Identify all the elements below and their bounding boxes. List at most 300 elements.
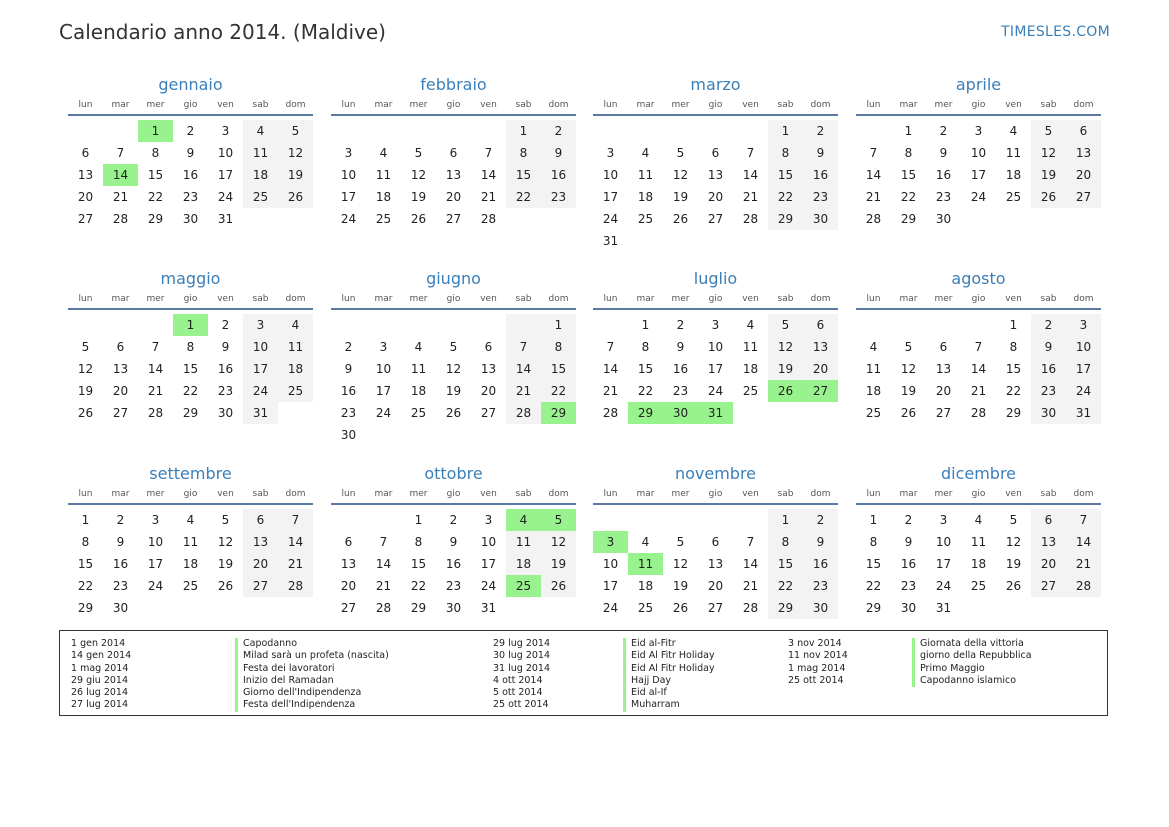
weekday-label: lun [78,294,93,304]
day-cell: 22 [77,579,94,593]
month-name: giugno [426,269,481,288]
day-cell: 13 [1066,142,1101,164]
day-cell: 14 [742,557,759,571]
day-cell: 15 [1005,362,1022,376]
weekday-header [331,96,576,116]
weekday-label: sab [777,489,794,499]
legend-holiday-name: Giornata della vittoria [912,638,1032,650]
day-cell: 23 [445,579,462,593]
empty-cell [593,509,628,531]
day-cell: 27 [340,601,357,615]
weekday-label: mer [146,294,165,304]
day-cell: 28 [865,212,882,226]
day-cell: 7 [974,340,983,354]
day-cell: 19 [1005,557,1022,571]
legend-date: 1 mag 2014 [71,662,129,674]
weekday-label: dom [548,100,569,110]
month-settembre [68,463,313,619]
day-cell: 25 [506,575,541,597]
day-cell: 17 [1066,358,1101,380]
day-cell: 29 [628,402,663,424]
day-grid [68,120,313,230]
day-cell: 12 [768,336,803,358]
legend-holiday-name: Festa dell'Indipendenza [235,699,389,711]
weekday-label: gio [971,489,986,499]
weekday-label: lun [603,294,618,304]
day-cell: 23 [935,190,952,204]
day-cell: 17 [243,358,278,380]
month-name: ottobre [424,464,483,483]
day-cell: 14 [480,168,497,182]
day-cell: 4 [641,146,650,160]
day-cell: 5 [221,513,230,527]
day-cell: 27 [803,380,838,402]
weekday-label: dom [548,294,569,304]
month-name: settembre [149,464,232,483]
day-cell: 4 [414,340,423,354]
day-cell: 21 [147,384,164,398]
day-cell: 11 [506,531,541,553]
day-cell: 17 [707,362,724,376]
empty-cell [698,509,733,531]
day-cell: 29 [77,601,94,615]
day-cell: 14 [602,362,619,376]
weekday-label: mer [934,294,953,304]
month-name: luglio [693,269,738,288]
day-cell: 11 [1005,146,1022,160]
day-cell: 26 [77,406,94,420]
day-cell: 16 [803,164,838,186]
legend-date: 29 giu 2014 [71,674,128,686]
day-cell: 10 [147,535,164,549]
day-cell: 27 [112,406,129,420]
day-cell: 11 [742,340,759,354]
weekday-label: lun [866,100,881,110]
day-cell: 29 [541,402,576,424]
day-cell: 3 [221,124,230,138]
brand-link[interactable]: TIMESLES.COM [1001,24,1110,40]
day-cell: 14 [742,168,759,182]
day-cell: 9 [803,531,838,553]
day-grid [331,509,576,619]
day-cell: 17 [602,579,619,593]
weekday-label: lun [341,294,356,304]
day-cell: 16 [217,362,234,376]
weekday-label: sab [252,489,269,499]
empty-cell [471,120,506,142]
day-cell: 4 [379,146,388,160]
day-cell: 25 [742,384,759,398]
day-cell: 13 [707,557,724,571]
day-cell: 24 [147,579,164,593]
weekday-label: sab [1040,294,1057,304]
day-cell: 1 [414,513,423,527]
day-cell: 2 [116,513,125,527]
day-cell: 6 [81,146,90,160]
day-cell: 7 [484,146,493,160]
month-name: dicembre [940,464,1017,483]
empty-cell [68,120,103,142]
empty-cell [278,402,313,424]
day-cell: 27 [935,406,952,420]
day-cell: 11 [410,362,427,376]
day-cell: 19 [672,579,689,593]
day-cell: 14 [1066,531,1101,553]
day-cell: 3 [974,124,983,138]
day-grid [68,509,313,619]
day-cell: 5 [768,314,803,336]
day-cell: 27 [77,212,94,226]
weekday-label: mar [636,294,655,304]
day-cell: 8 [81,535,90,549]
day-cell: 1 [506,120,541,142]
day-cell: 5 [904,340,913,354]
day-cell: 31 [602,234,619,248]
day-cell: 3 [379,340,388,354]
day-cell: 16 [900,557,917,571]
weekday-label: gio [971,100,986,110]
weekday-header [856,96,1101,116]
day-cell: 16 [1031,358,1066,380]
day-cell: 23 [672,384,689,398]
day-cell: 4 [186,513,195,527]
day-cell: 6 [344,535,353,549]
day-cell: 30 [340,428,357,442]
day-cell: 1 [138,120,173,142]
day-cell: 26 [541,575,576,597]
empty-cell [996,208,1031,230]
day-cell: 16 [672,362,689,376]
legend-holiday-name: Muharram [623,699,715,711]
day-cell: 27 [707,212,724,226]
day-cell: 6 [449,146,458,160]
weekday-label: gio [971,294,986,304]
empty-cell [1031,597,1066,619]
weekday-label: mar [111,294,130,304]
legend-holiday-name: Capodanno [235,638,389,650]
legend-date: 1 mag 2014 [788,662,846,674]
empty-cell [663,509,698,531]
weekday-header [331,485,576,505]
day-cell: 1 [541,314,576,336]
month-giugno [331,268,576,446]
day-cell: 3 [344,146,353,160]
empty-cell [331,509,366,531]
legend-date: 30 lug 2014 [493,650,550,662]
day-cell: 26 [445,406,462,420]
day-cell: 22 [768,186,803,208]
day-cell: 10 [970,146,987,160]
day-cell: 2 [186,124,195,138]
day-cell: 1 [641,318,650,332]
empty-cell [663,230,698,252]
empty-cell [541,208,576,230]
day-grid [331,120,576,230]
day-cell: 28 [112,212,129,226]
day-cell: 28 [1066,575,1101,597]
day-cell: 25 [410,406,427,420]
day-cell: 8 [1009,340,1018,354]
day-cell: 26 [900,406,917,420]
weekday-label: sab [252,294,269,304]
day-cell: 3 [1066,314,1101,336]
day-cell: 24 [375,406,392,420]
day-cell: 12 [1005,535,1022,549]
weekday-label: ven [1005,100,1022,110]
day-cell: 12 [1031,142,1066,164]
weekday-label: dom [810,294,831,304]
day-cell: 7 [116,146,125,160]
empty-cell [803,230,838,252]
day-cell: 2 [449,513,458,527]
day-cell: 12 [900,362,917,376]
day-cell: 26 [278,186,313,208]
legend-holiday-name: Primo Maggio [912,663,1032,675]
empty-cell [243,597,278,619]
legend-date: 27 lug 2014 [71,699,128,711]
day-cell: 10 [480,535,497,549]
legend-names-column [623,638,715,712]
weekday-label: sab [1040,100,1057,110]
empty-cell [243,208,278,230]
weekday-label: sab [777,294,794,304]
empty-cell [593,120,628,142]
day-cell: 3 [606,146,615,160]
day-cell: 13 [445,168,462,182]
day-cell: 9 [939,146,948,160]
day-cell: 11 [375,168,392,182]
day-cell: 8 [414,535,423,549]
day-cell: 17 [970,168,987,182]
day-cell: 20 [707,190,724,204]
month-maggio [68,268,313,424]
empty-cell [663,120,698,142]
empty-cell [698,120,733,142]
day-cell: 13 [112,362,129,376]
legend-date: 3 nov 2014 [788,638,842,649]
day-cell: 3 [593,531,628,553]
day-cell: 23 [217,384,234,398]
day-cell: 27 [1066,186,1101,208]
weekday-label: ven [217,294,234,304]
day-cell: 8 [186,340,195,354]
legend-date: 1 gen 2014 [71,638,126,649]
day-cell: 29 [410,601,427,615]
weekday-label: sab [515,489,532,499]
day-cell: 8 [151,146,160,160]
day-cell: 28 [970,406,987,420]
day-cell: 27 [707,601,724,615]
weekday-label: dom [1073,294,1094,304]
weekday-label: dom [810,100,831,110]
empty-cell [541,424,576,446]
day-cell: 7 [869,146,878,160]
day-cell: 9 [904,535,913,549]
day-cell: 6 [939,340,948,354]
day-cell: 11 [182,535,199,549]
day-grid [331,314,576,446]
empty-cell [628,120,663,142]
weekday-label: mar [374,294,393,304]
day-cell: 20 [1066,164,1101,186]
day-cell: 27 [243,575,278,597]
day-grid [856,509,1101,619]
day-cell: 25 [375,212,392,226]
day-cell: 7 [379,535,388,549]
weekday-label: ven [217,100,234,110]
day-cell: 15 [768,553,803,575]
day-cell: 6 [711,535,720,549]
empty-cell [278,208,313,230]
legend-date: 26 lug 2014 [71,687,128,699]
day-cell: 13 [77,168,94,182]
empty-cell [366,314,401,336]
day-cell: 7 [606,340,615,354]
day-cell: 2 [541,120,576,142]
day-cell: 30 [445,601,462,615]
day-cell: 20 [112,384,129,398]
legend-holiday-name: Inizio del Ramadan [235,675,389,687]
day-cell: 10 [935,535,952,549]
day-cell: 23 [1031,380,1066,402]
weekday-label: lun [603,100,618,110]
empty-cell [541,597,576,619]
day-cell: 18 [970,557,987,571]
day-cell: 15 [147,168,164,182]
day-cell: 9 [803,142,838,164]
day-cell: 8 [768,531,803,553]
empty-cell [401,314,436,336]
day-cell: 5 [449,340,458,354]
legend-date: 11 nov 2014 [788,650,848,662]
day-cell: 11 [628,553,663,575]
day-cell: 19 [77,384,94,398]
weekday-label: dom [285,489,306,499]
day-cell: 6 [803,314,838,336]
day-cell: 5 [81,340,90,354]
day-cell: 24 [243,380,278,402]
day-cell: 19 [445,384,462,398]
weekday-label: lun [78,100,93,110]
day-cell: 18 [506,553,541,575]
day-grid [856,314,1101,424]
day-cell: 16 [112,557,129,571]
day-cell: 1 [768,120,803,142]
day-cell: 21 [742,579,759,593]
day-cell: 10 [375,362,392,376]
day-cell: 20 [935,384,952,398]
day-cell: 4 [746,318,755,332]
month-luglio [593,268,838,424]
day-cell: 2 [803,509,838,531]
weekday-header [856,485,1101,505]
empty-cell [401,120,436,142]
day-cell: 6 [243,509,278,531]
empty-cell [961,208,996,230]
empty-cell [733,230,768,252]
weekday-label: gio [183,294,198,304]
day-cell: 9 [116,535,125,549]
day-cell: 22 [637,384,654,398]
month-name: novembre [674,464,757,483]
weekday-label: sab [515,294,532,304]
legend-date: 5 ott 2014 [493,687,543,699]
day-cell: 23 [182,190,199,204]
day-cell: 6 [1031,509,1066,531]
day-cell: 24 [602,212,619,226]
day-cell: 26 [768,380,803,402]
day-cell: 14 [375,557,392,571]
day-cell: 15 [768,164,803,186]
day-cell: 21 [970,384,987,398]
weekday-label: dom [1073,100,1094,110]
weekday-header [68,96,313,116]
day-cell: 25 [182,579,199,593]
day-cell: 18 [182,557,199,571]
weekday-label: mar [899,100,918,110]
day-cell: 28 [602,406,619,420]
day-cell: 22 [900,190,917,204]
day-cell: 22 [506,186,541,208]
day-cell: 27 [480,406,497,420]
day-cell: 14 [506,358,541,380]
day-cell: 15 [77,557,94,571]
day-cell: 18 [410,384,427,398]
day-cell: 10 [243,336,278,358]
day-cell: 8 [506,142,541,164]
day-cell: 4 [974,513,983,527]
legend-holiday-name: Eid al-If [623,687,715,699]
day-cell: 8 [904,146,913,160]
day-cell: 7 [151,340,160,354]
day-cell: 30 [217,406,234,420]
day-cell: 10 [602,168,619,182]
empty-cell [331,120,366,142]
month-novembre [593,463,838,619]
empty-cell [733,509,768,531]
day-cell: 28 [375,601,392,615]
day-cell: 20 [243,553,278,575]
day-cell: 12 [445,362,462,376]
empty-cell [1031,208,1066,230]
empty-cell [891,314,926,336]
weekday-label: lun [341,489,356,499]
day-cell: 28 [480,212,497,226]
day-cell: 3 [939,513,948,527]
empty-cell [436,120,471,142]
day-cell: 20 [445,190,462,204]
day-cell: 14 [865,168,882,182]
day-cell: 21 [112,190,129,204]
weekday-label: gio [708,100,723,110]
empty-cell [506,314,541,336]
weekday-label: gio [183,489,198,499]
day-cell: 25 [278,380,313,402]
day-cell: 4 [869,340,878,354]
day-cell: 5 [676,535,685,549]
day-cell: 16 [541,164,576,186]
month-marzo [593,74,838,252]
day-cell: 25 [637,601,654,615]
legend-dates-column [788,638,848,687]
empty-cell [733,402,768,424]
day-cell: 10 [340,168,357,182]
day-cell: 30 [803,597,838,619]
day-cell: 2 [939,124,948,138]
day-cell: 18 [278,358,313,380]
weekday-label: ven [742,489,759,499]
day-cell: 11 [865,362,882,376]
